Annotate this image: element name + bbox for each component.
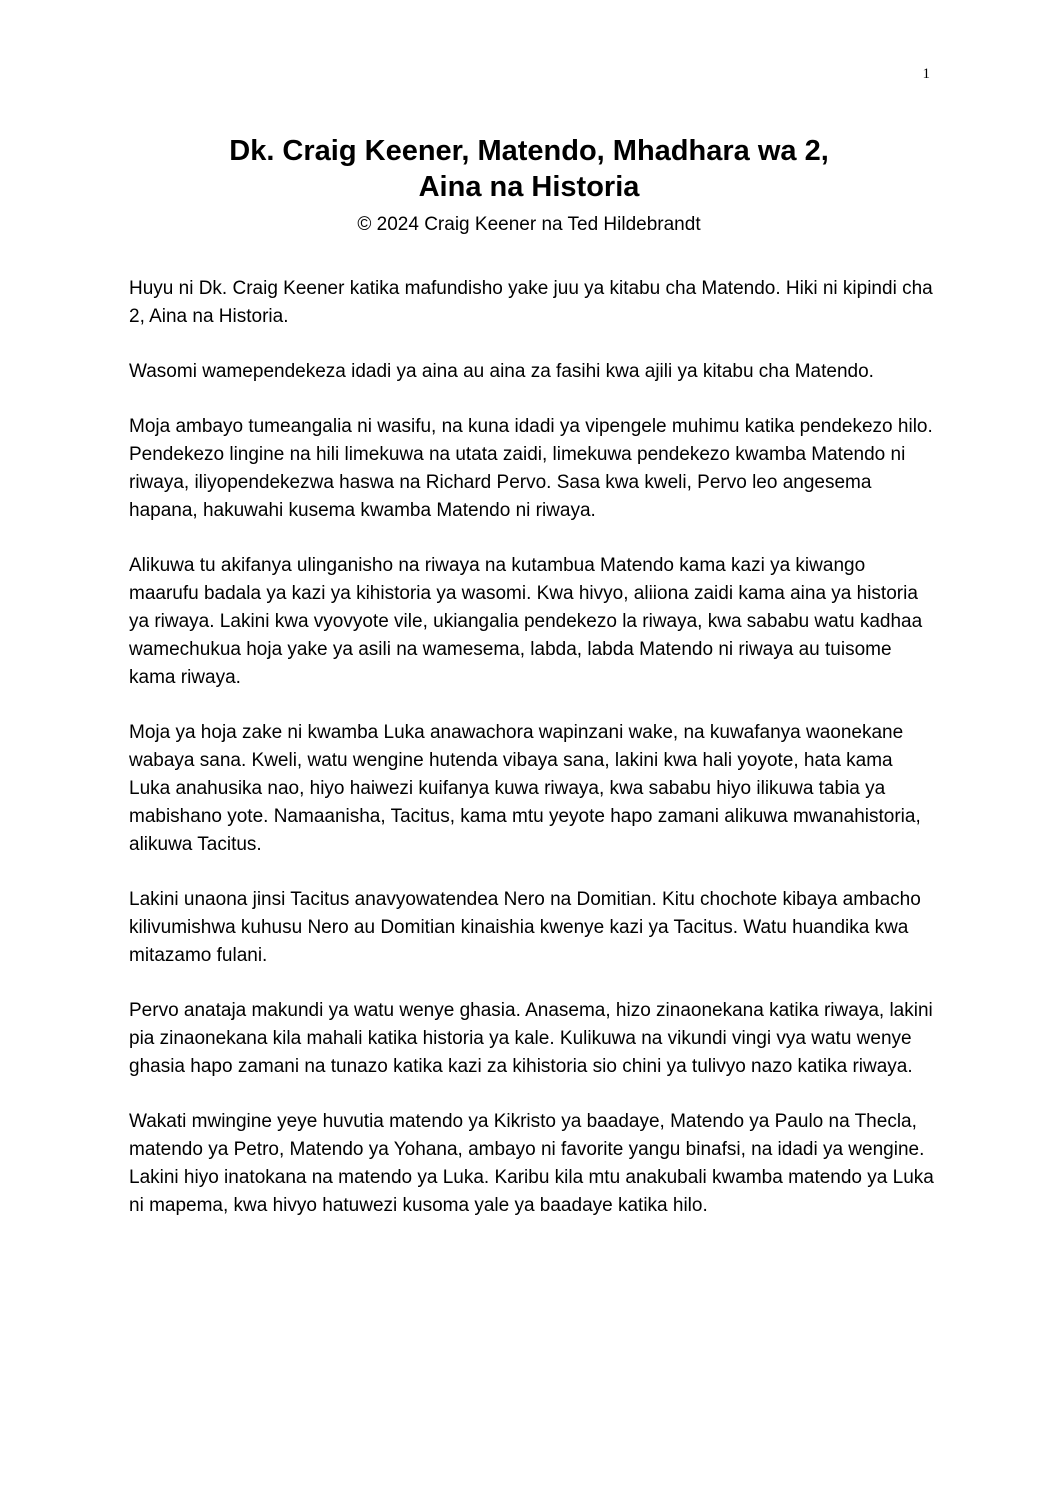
paragraph-2: Wasomi wamependekeza idadi ya aina au aina za fasihi kwa ajili ya kitabu cha Matendo. (129, 361, 874, 382)
page-title-line-1: Dk. Craig Keener, Matendo, Mhadhara wa 2, (229, 135, 829, 167)
page-title-line-2: Aina na Historia (418, 171, 640, 203)
paragraph-4: Alikuwa tu akifanya ulinganisho na riwaya na kutambua Matendo kama kazi ya kiwango maarufu badala ya kazi ya kihistoria ya wasomi. Kwa hivyo, aliiona zaidi kama aina ya historia ya riwaya. Lakini kwa vyovyote vile, ukiangalia pendekezo la riwaya, kwa sababu watu kadhaa wamechukua hoja yake ya asili na wamesema, labda, labda Matendo ni riwaya au tuisome kama riwaya. (129, 555, 923, 688)
copyright-line: © 2024 Craig Keener na Ted Hildebrandt (357, 214, 701, 235)
paragraph-1: Huyu ni Dk. Craig Keener katika mafundisho yake juu ya kitabu cha Matendo. Hiki ni kipindi cha 2, Aina na Historia. (129, 278, 933, 327)
document-body (129, 275, 935, 1247)
title-block (0, 133, 1058, 237)
page-number: 1 (922, 66, 930, 82)
paragraph-3: Moja ambayo tumeangalia ni wasifu, na kuna idadi ya vipengele muhimu katika pendekezo hilo. Pendekezo lingine na hili limekuwa na utata zaidi, limekuwa pendekezo kwamba Matendo ni riwaya, iliyopendekezwa haswa na Richard Pervo. Sasa kwa kweli, Pervo leo angesema hapana, hakuwahi kusema kwamba Matendo ni riwaya. (129, 416, 933, 521)
paragraph-6: Lakini unaona jinsi Tacitus anavyowatendea Nero na Domitian. Kitu chochote kibaya ambacho kilivumishwa kuhusu Nero au Domitian kinaishia kwenye kazi ya Tacitus. Watu huandika kwa mitazamo fulani. (129, 889, 921, 966)
paragraph-5: Moja ya hoja zake ni kwamba Luka anawachora wapinzani wake, na kuwafanya waonekane wabaya sana. Kweli, watu wengine hutenda vibaya sana, lakini kwa hali yoyote, hata kama Luka anahusika nao, hiyo haiwezi kuifanya kuwa riwaya, kwa sababu hiyo ilikuwa tabia ya mabishano yote. Namaanisha, Tacitus, kama mtu yeyote hapo zamani alikuwa mwanahistoria, alikuwa Tacitus. (129, 722, 921, 855)
paragraph-8: Wakati mwingine yeye huvutia matendo ya Kikristo ya baadaye, Matendo ya Paulo na Thecla, matendo ya Petro, Matendo ya Yohana, ambayo ni favorite yangu binafsi, na idadi ya wengine. Lakini hiyo inatokana na matendo ya Luka. Karibu kila mtu anakubali kwamba matendo ya Luka ni mapema, kwa hivyo hatuwezi kusoma yale ya baadaye katika hilo. (129, 1111, 934, 1216)
paragraph-7: Pervo anataja makundi ya watu wenye ghasia. Anasema, hizo zinaonekana katika riwaya, lakini pia zinaonekana kila mahali katika historia ya kale. Kulikuwa na vikundi vingi vya watu wenye ghasia hapo zamani na tunazo katika kazi za kihistoria sio chini ya tulivyo nazo katika riwaya. (129, 1000, 933, 1077)
